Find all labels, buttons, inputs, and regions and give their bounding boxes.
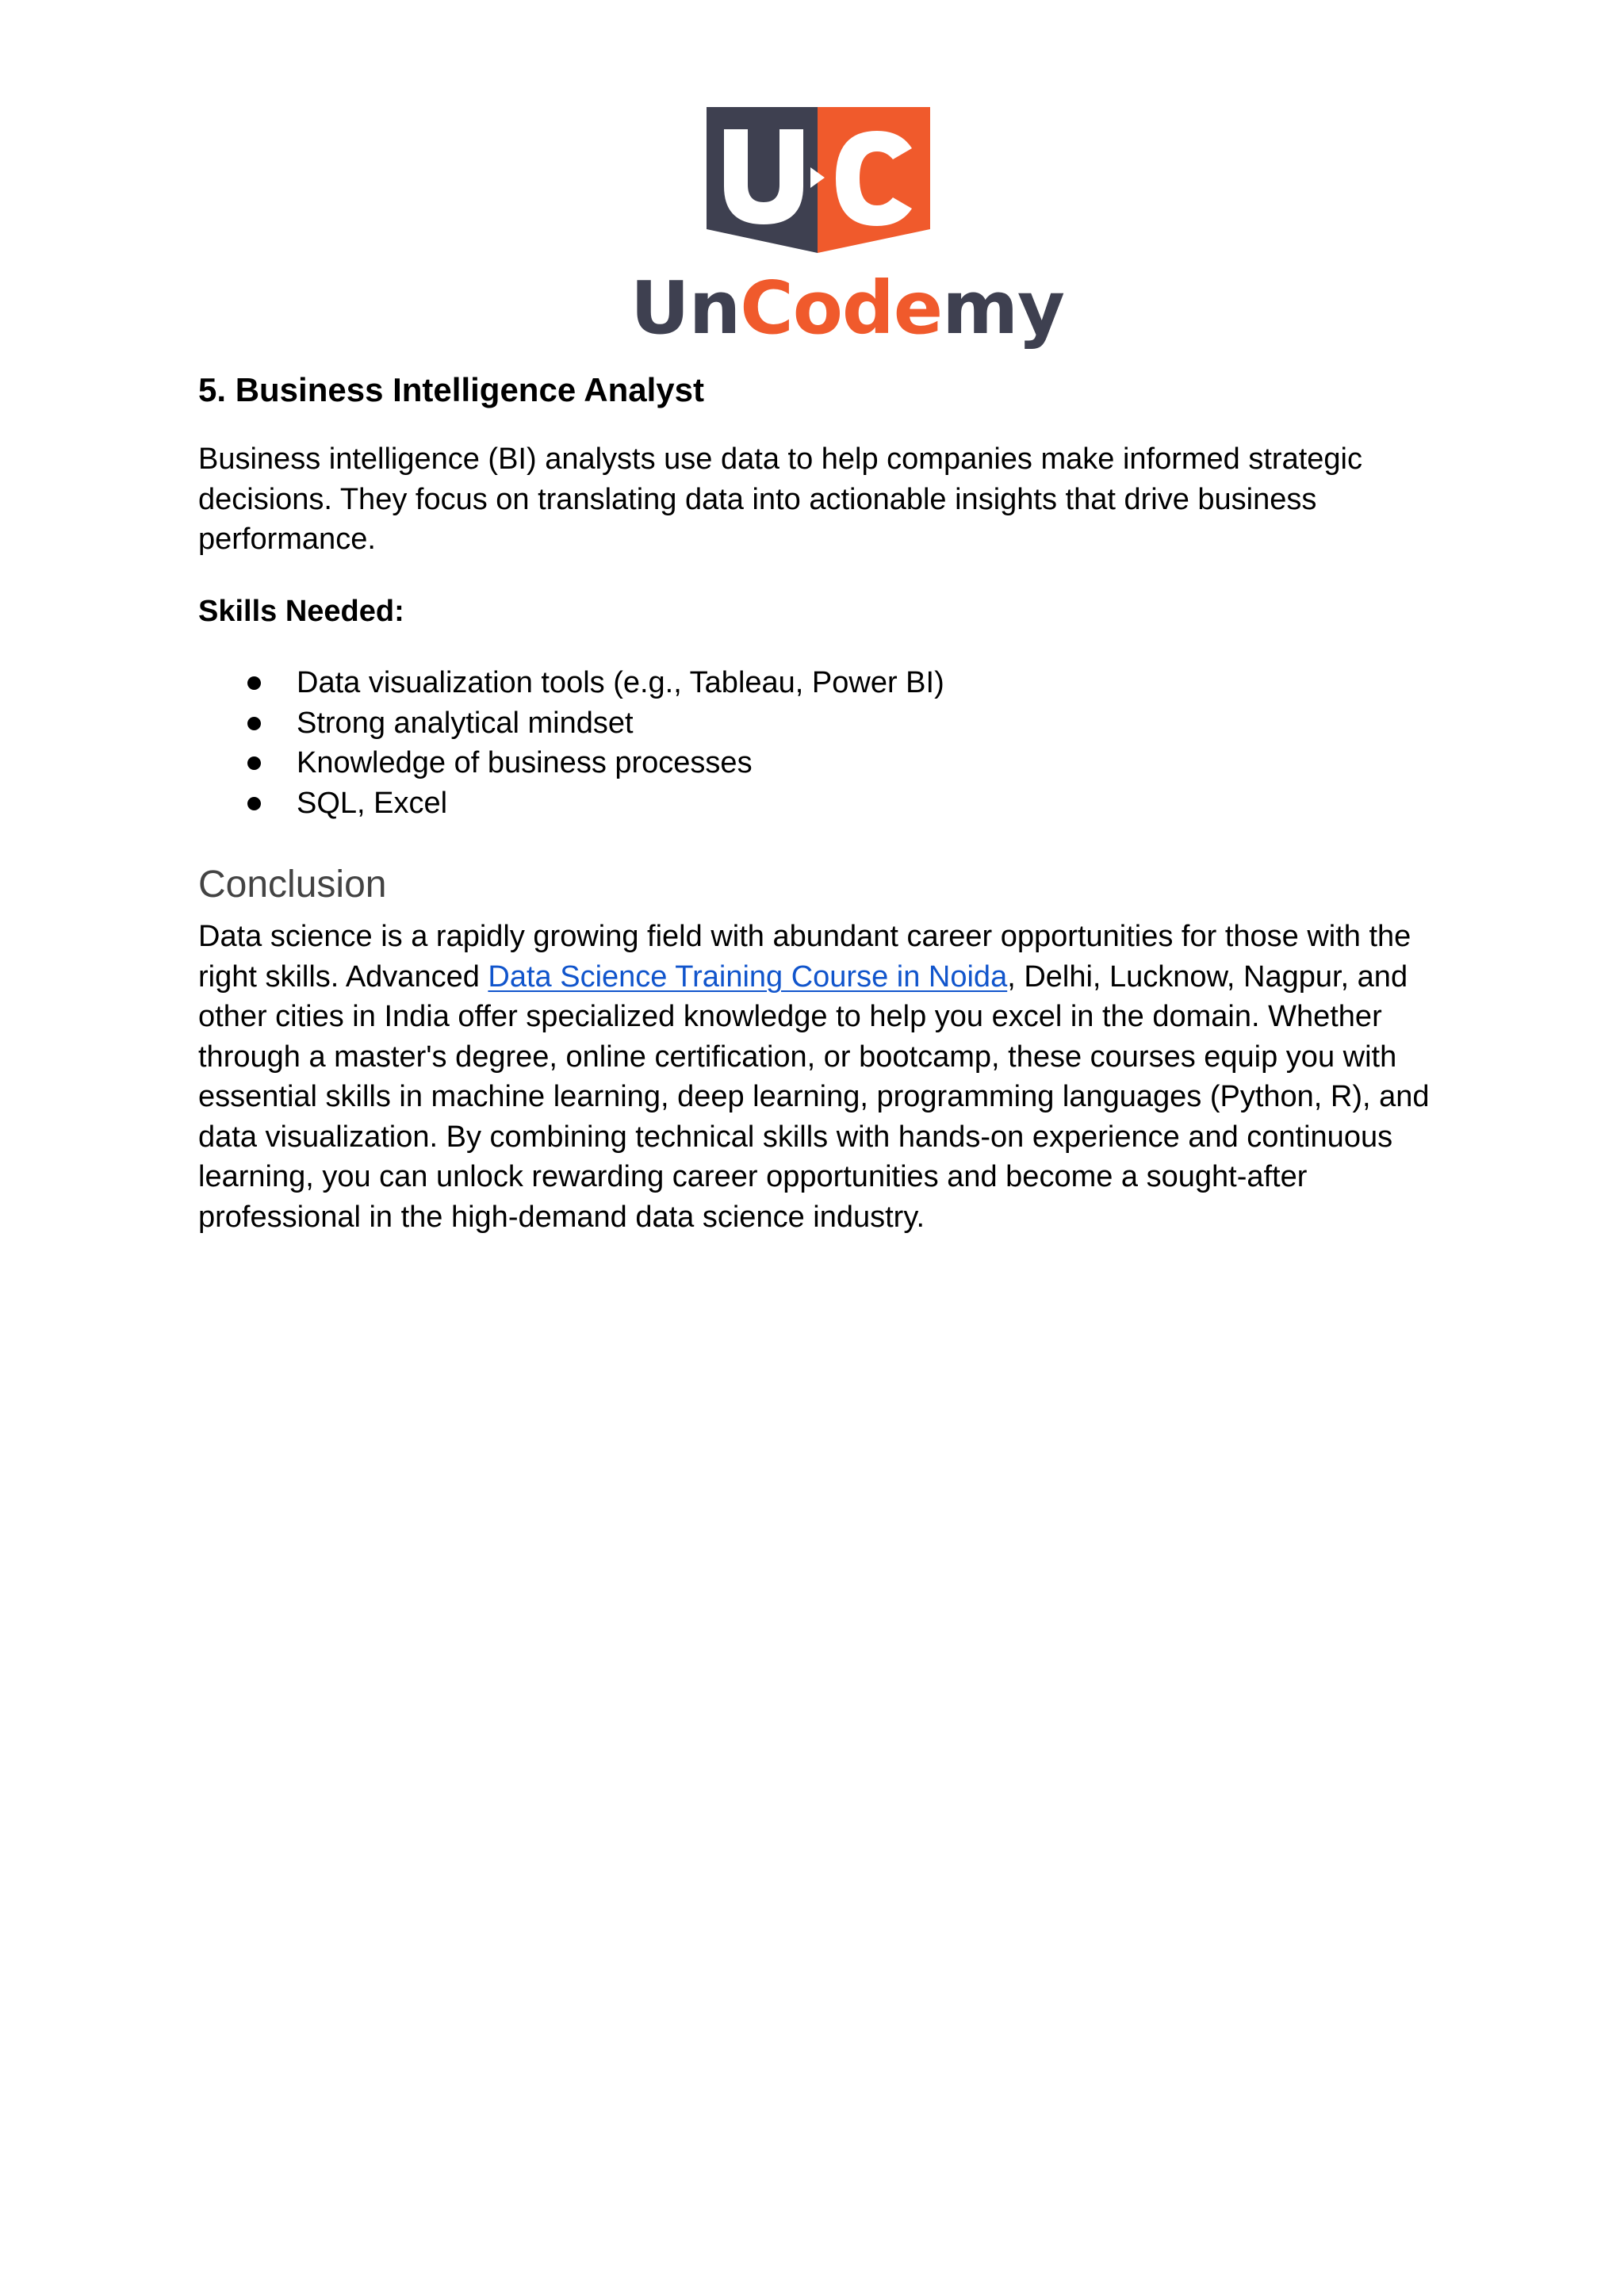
course-link[interactable]: Data Science Training Course in Noida xyxy=(488,959,1008,994)
bullet-icon xyxy=(247,756,261,770)
skill-text: Knowledge of business processes xyxy=(297,746,753,779)
skill-text: Strong analytical mindset xyxy=(297,706,634,740)
list-item xyxy=(198,743,1435,783)
uncodemy-wordmark xyxy=(630,264,1065,353)
section-intro: Business intelligence (BI) analysts use data to help companies make informed strategic decisions. They focus on translating data into actionable insights that drive business performance. xyxy=(198,442,1362,556)
conclusion-text-start: Data science is a rapidly growing field with abundant career opportunities for those with the right skills. Advanced xyxy=(198,920,1411,994)
wordmark-part-code: Code xyxy=(740,266,943,350)
list-item xyxy=(198,783,1435,824)
bullet-icon xyxy=(247,717,261,730)
skills-list xyxy=(198,663,1435,823)
bullet-icon xyxy=(247,797,261,810)
uncodemy-logo xyxy=(630,105,1065,353)
list-item xyxy=(198,703,1435,744)
wordmark-part-my: my xyxy=(942,266,1065,350)
skill-text: SQL, Excel xyxy=(297,786,448,820)
wordmark-part-un: Un xyxy=(630,266,741,350)
list-item xyxy=(198,663,1435,703)
conclusion-paragraph xyxy=(198,917,1435,1237)
skills-label: Skills Needed: xyxy=(198,594,404,628)
conclusion-heading: Conclusion xyxy=(198,864,387,906)
section-heading: 5. Business Intelligence Analyst xyxy=(198,371,704,408)
skill-text: Data visualization tools (e.g., Tableau, Power BI) xyxy=(297,666,944,699)
conclusion-text-end: , Delhi, Lucknow, Nagpur, and other cities in India offer specialized knowledge to help you excel in the domain. Whether through a master's degree, online certification, or bootcamp, these courses equip you with essential skills in machine learning, deep learning, programming languages (Python, R), and data visualization. By combining technical skills with hands-on experience and continuous learning, you can unlock rewarding career opportunities and become a sought-after professional in the high-demand data science industry. xyxy=(198,959,1430,1234)
bullet-icon xyxy=(247,676,261,690)
document-content xyxy=(198,363,1435,1237)
